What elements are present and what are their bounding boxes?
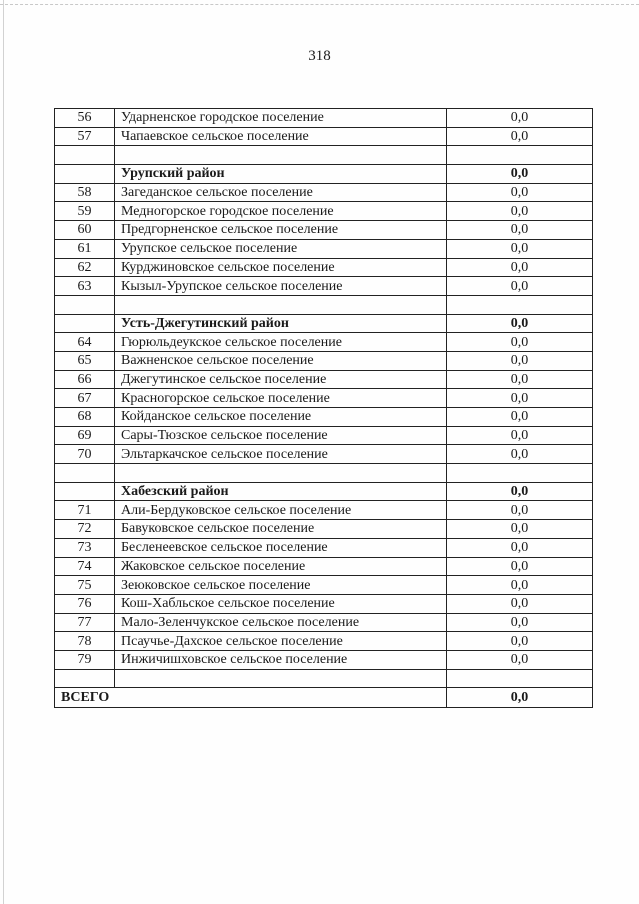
district-name: Урупский район xyxy=(115,165,447,184)
table-row xyxy=(55,613,593,632)
settlements-table xyxy=(54,108,593,708)
settlement-name xyxy=(115,295,447,314)
district-name: Усть-Джегутинский район xyxy=(115,314,447,333)
settlement-name xyxy=(115,464,447,483)
table-row xyxy=(55,333,593,352)
row-value xyxy=(447,464,593,483)
row-value: 0,0 xyxy=(447,370,593,389)
table-row xyxy=(55,650,593,669)
table-row xyxy=(55,538,593,557)
row-value: 0,0 xyxy=(447,501,593,520)
district-header-row xyxy=(55,482,593,501)
row-number: 67 xyxy=(55,389,115,408)
settlement-name: Али-Бердуковское сельское поселение xyxy=(115,501,447,520)
row-value xyxy=(447,669,593,688)
total-row xyxy=(55,688,593,708)
row-value xyxy=(447,295,593,314)
table-row xyxy=(55,520,593,539)
row-number xyxy=(55,314,115,333)
row-value: 0,0 xyxy=(447,258,593,277)
settlement-name: Инжичишховское сельское поселение xyxy=(115,650,447,669)
row-value: 0,0 xyxy=(447,127,593,146)
settlement-name: Кош-Хабльское сельское поселение xyxy=(115,594,447,613)
blank-row xyxy=(55,146,593,165)
table-row xyxy=(55,221,593,240)
row-number: 72 xyxy=(55,520,115,539)
settlement-name: Койданское сельское поселение xyxy=(115,408,447,427)
row-value: 0,0 xyxy=(447,314,593,333)
table-row xyxy=(55,576,593,595)
district-header-row xyxy=(55,165,593,184)
row-number: 60 xyxy=(55,221,115,240)
row-number: 63 xyxy=(55,277,115,296)
row-number: 56 xyxy=(55,109,115,128)
scan-edge-left xyxy=(3,0,5,904)
settlement-name: Джегутинское сельское поселение xyxy=(115,370,447,389)
row-number: 64 xyxy=(55,333,115,352)
row-number xyxy=(55,146,115,165)
row-number: 75 xyxy=(55,576,115,595)
settlement-name: Зеюковское сельское поселение xyxy=(115,576,447,595)
district-header-row xyxy=(55,314,593,333)
row-number: 73 xyxy=(55,538,115,557)
row-number: 74 xyxy=(55,557,115,576)
row-value: 0,0 xyxy=(447,576,593,595)
table-row xyxy=(55,501,593,520)
table-row xyxy=(55,594,593,613)
table-row xyxy=(55,258,593,277)
blank-row xyxy=(55,669,593,688)
table-row xyxy=(55,109,593,128)
settlement-name: Медногорское городское поселение xyxy=(115,202,447,221)
row-number: 62 xyxy=(55,258,115,277)
row-number xyxy=(55,165,115,184)
row-number: 59 xyxy=(55,202,115,221)
row-number: 77 xyxy=(55,613,115,632)
row-value: 0,0 xyxy=(447,538,593,557)
row-number xyxy=(55,669,115,688)
row-value: 0,0 xyxy=(447,445,593,464)
settlement-name: Ударненское городское поселение xyxy=(115,109,447,128)
settlement-name: Красногорское сельское поселение xyxy=(115,389,447,408)
settlement-name: Чапаевское сельское поселение xyxy=(115,127,447,146)
settlement-name: Жаковское сельское поселение xyxy=(115,557,447,576)
row-value: 0,0 xyxy=(447,520,593,539)
table-row xyxy=(55,557,593,576)
settlement-name: Эльтаркачское сельское поселение xyxy=(115,445,447,464)
row-value: 0,0 xyxy=(447,650,593,669)
row-number: 61 xyxy=(55,239,115,258)
row-value: 0,0 xyxy=(447,557,593,576)
row-value: 0,0 xyxy=(447,426,593,445)
settlement-name: Бавуковское сельское поселение xyxy=(115,520,447,539)
row-value: 0,0 xyxy=(447,482,593,501)
blank-row xyxy=(55,295,593,314)
row-number: 70 xyxy=(55,445,115,464)
settlement-name: Предгорненское сельское поселение xyxy=(115,221,447,240)
row-number: 71 xyxy=(55,501,115,520)
settlement-name: Курджиновское сельское поселение xyxy=(115,258,447,277)
row-number: 78 xyxy=(55,632,115,651)
total-label: ВСЕГО xyxy=(55,688,447,708)
table-row xyxy=(55,408,593,427)
blank-row xyxy=(55,464,593,483)
table-row xyxy=(55,202,593,221)
row-value: 0,0 xyxy=(447,333,593,352)
settlement-name: Мало-Зеленчукское сельское поселение xyxy=(115,613,447,632)
row-value: 0,0 xyxy=(447,632,593,651)
row-value: 0,0 xyxy=(447,183,593,202)
row-number: 68 xyxy=(55,408,115,427)
settlement-name: Урупское сельское поселение xyxy=(115,239,447,258)
settlement-name: Загеданское сельское поселение xyxy=(115,183,447,202)
table-row xyxy=(55,445,593,464)
table-row xyxy=(55,351,593,370)
table-row xyxy=(55,370,593,389)
row-number: 79 xyxy=(55,650,115,669)
table-row xyxy=(55,632,593,651)
row-value: 0,0 xyxy=(447,594,593,613)
table-row xyxy=(55,183,593,202)
row-value: 0,0 xyxy=(447,613,593,632)
settlement-name: Кызыл-Урупское сельское поселение xyxy=(115,277,447,296)
settlement-name: Гюрюльдеукское сельское поселение xyxy=(115,333,447,352)
row-number: 66 xyxy=(55,370,115,389)
row-value: 0,0 xyxy=(447,351,593,370)
table-row xyxy=(55,127,593,146)
row-value: 0,0 xyxy=(447,202,593,221)
row-value: 0,0 xyxy=(447,221,593,240)
row-number: 57 xyxy=(55,127,115,146)
row-number: 69 xyxy=(55,426,115,445)
table-row xyxy=(55,239,593,258)
row-value: 0,0 xyxy=(447,277,593,296)
settlement-name: Бесленеевское сельское поселение xyxy=(115,538,447,557)
settlement-name: Важненское сельское поселение xyxy=(115,351,447,370)
row-value: 0,0 xyxy=(447,239,593,258)
page-number: 318 xyxy=(308,48,331,64)
row-number: 65 xyxy=(55,351,115,370)
row-value: 0,0 xyxy=(447,109,593,128)
settlement-name: Сары-Тюзское сельское поселение xyxy=(115,426,447,445)
settlement-name xyxy=(115,669,447,688)
table-row xyxy=(55,389,593,408)
row-number xyxy=(55,295,115,314)
row-number xyxy=(55,482,115,501)
settlement-name: Псаучье-Дахское сельское поселение xyxy=(115,632,447,651)
row-value xyxy=(447,146,593,165)
table-row xyxy=(55,277,593,296)
settlement-name xyxy=(115,146,447,165)
row-number xyxy=(55,464,115,483)
district-name: Хабезский район xyxy=(115,482,447,501)
row-value: 0,0 xyxy=(447,165,593,184)
row-value: 0,0 xyxy=(447,408,593,427)
table-row xyxy=(55,426,593,445)
row-number: 76 xyxy=(55,594,115,613)
row-number: 58 xyxy=(55,183,115,202)
row-value: 0,0 xyxy=(447,389,593,408)
total-value: 0,0 xyxy=(447,688,593,708)
table-body xyxy=(55,109,593,708)
scan-edge-top xyxy=(0,4,639,6)
